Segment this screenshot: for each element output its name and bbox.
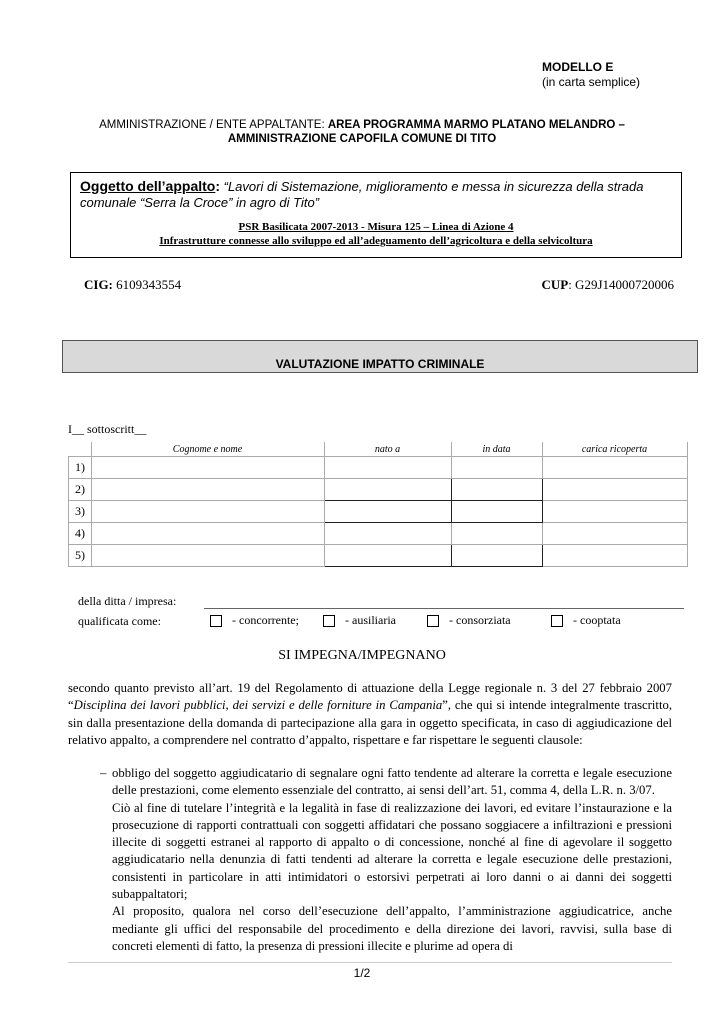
cognome-nome-field[interactable]	[91, 479, 324, 501]
cognome-nome-field[interactable]	[91, 501, 324, 523]
in-data-field[interactable]	[451, 457, 542, 479]
nato-a-field[interactable]	[324, 501, 451, 523]
ditta-input-line[interactable]	[204, 608, 684, 609]
nato-a-field[interactable]	[324, 457, 451, 479]
ditta-label: della ditta / impresa:	[78, 594, 177, 608]
signers-header-row	[69, 442, 688, 457]
in-data-field[interactable]	[451, 523, 542, 545]
nato-a-field[interactable]	[324, 479, 451, 501]
carica-field[interactable]	[542, 501, 687, 523]
carica-field[interactable]	[542, 545, 687, 567]
in-data-field[interactable]	[451, 545, 542, 567]
cup-value: : G29J14000720006	[568, 277, 674, 292]
clause-1-paragraph-2: Ciò al fine di tutelare l’integrità e la legalità in fase di realizzazione dei lavori, ed evitare l’instaurazione e la prosecuzione di rapporti contrattuali con soggetti affidatari che possano soggiacere a infiltrazioni e pressioni illecite di soggetti estranei al rapporto di appalto o di concessione, nonché al fine di agevolare il soggetto aggiudicatario nella denunzia di fatti tendenti ad alterare la corretta e legale esecuzione delle prestazioni, consistenti in particolare in atti intimidatori o estorsivi perpetrati ai loro danni o ai danni dei soggetti subappaltatori;	[112, 800, 672, 902]
cup-label: CUP	[541, 277, 569, 292]
row-number: 2)	[69, 479, 92, 501]
option-consorziata-label: - consorziata	[449, 613, 511, 627]
model-subtitle: (in carta semplice)	[542, 75, 641, 89]
ente-name-line1: AREA PROGRAMMA MARMO PLATANO MELANDRO –	[327, 119, 625, 131]
checkbox-cooptata[interactable]	[551, 615, 563, 627]
oggetto-label: Oggetto dell’appalto	[80, 178, 216, 194]
in-data-field[interactable]	[451, 479, 542, 501]
sottoscritti-intro: I__ sottoscritt__	[68, 422, 147, 436]
table-row	[69, 523, 688, 545]
carica-field[interactable]	[542, 523, 687, 545]
ente-label: AMMINISTRAZIONE / ENTE APPALTANTE:	[99, 119, 328, 131]
list-dash: –	[100, 766, 107, 780]
ente-name-line2: AMMINISTRAZIONE CAPOFILA COMUNE DI TITO	[227, 133, 497, 145]
row-number: 4)	[69, 523, 92, 545]
cup-code	[541, 277, 674, 293]
cig-value: 6109343554	[112, 277, 182, 292]
psr-line-1: PSR Basilicata 2007-2013 - Misura 125 – Linea di Azione 4	[238, 221, 514, 233]
option-concorrente[interactable]	[210, 613, 299, 628]
oggetto-title: “Lavori di Sistemazione, miglioramento e messa in sicurezza della strada comunale “Serra la Croce” in agro di Tito”	[80, 179, 644, 210]
cognome-nome-field[interactable]	[91, 545, 324, 567]
option-ausiliaria-label: - ausiliaria	[345, 613, 396, 627]
qualificata-label: qualificata come:	[78, 614, 161, 628]
carica-field[interactable]	[542, 457, 687, 479]
row-number: 3)	[69, 501, 92, 523]
section-title-box	[62, 340, 698, 373]
option-consorziata[interactable]	[427, 613, 511, 628]
header-carica: carica ricoperta	[542, 442, 687, 457]
para1-end: ”, che qui si intende integralmente trascritto, sin dalla presentazione della domanda di partecipazione alla gara in oggetto specificata, in caso di aggiudicazione del relativo appalto, a comprendere nel contratto d’appalto, rispettare e far rispettare le seguenti clausole:	[68, 698, 672, 747]
table-row	[69, 501, 688, 523]
model-header	[542, 60, 640, 90]
header-in-data: in data	[451, 442, 542, 457]
law-title: Disciplina dei lavori pubblici, dei servizi e delle forniture in Campania	[73, 698, 443, 713]
table-row	[69, 479, 688, 501]
option-cooptata-label: - cooptata	[573, 613, 621, 627]
para1-start: secondo quanto previsto all’art. 19 del Regolamento di attuazione della Legge regionale n. 3 del 27 febbraio 2007 “	[68, 681, 672, 713]
checkbox-concorrente[interactable]	[210, 615, 222, 627]
signers-table	[68, 442, 688, 567]
intro-paragraph	[68, 680, 672, 749]
clauses-list	[100, 765, 672, 955]
cognome-nome-field[interactable]	[91, 457, 324, 479]
option-concorrente-label: - concorrente;	[232, 613, 299, 627]
footer-divider	[68, 962, 672, 963]
carica-field[interactable]	[542, 479, 687, 501]
checkbox-consorziata[interactable]	[427, 615, 439, 627]
oggetto-box	[70, 172, 682, 258]
psr-line-2: Infrastrutture connesse allo sviluppo ed all’adeguamento dell’agricoltura e della selvicoltura	[159, 235, 593, 247]
page-number: 1/2	[353, 966, 371, 980]
table-row	[69, 545, 688, 567]
clause-1: obbligo del soggetto aggiudicatario di segnalare ogni fatto tendente ad alterare la corretta e legale esecuzione delle prestazioni, come elemento essenziale del contratto, ai sensi dell’art. 51, comma 4, della L.R. n. 3/07.	[112, 766, 672, 798]
in-data-field[interactable]	[451, 501, 542, 523]
ente-appaltante	[60, 118, 664, 146]
cognome-nome-field[interactable]	[91, 523, 324, 545]
table-row	[69, 457, 688, 479]
cig-code	[84, 277, 181, 293]
header-blank	[69, 442, 92, 457]
nato-a-field[interactable]	[324, 545, 451, 567]
section-title: VALUTAZIONE IMPATTO CRIMINALE	[275, 357, 485, 371]
oggetto-colon: :	[215, 178, 221, 194]
clause-1-paragraph-3: Al proposito, qualora nel corso dell’esecuzione dell’appalto, l’amministrazione aggiudicatrice, anche mediante gli uffici del responsabile del procedimento e della direzione dei lavori, ravvisi, sulla base di concreti elementi di fatto, la presenza di pressioni illecite e plurime ad opera di	[112, 904, 672, 953]
checkbox-ausiliaria[interactable]	[323, 615, 335, 627]
nato-a-field[interactable]	[324, 523, 451, 545]
header-cognome-nome: Cognome e nome	[91, 442, 324, 457]
cig-label: CIG:	[84, 277, 113, 292]
header-nato-a: nato a	[324, 442, 451, 457]
row-number: 5)	[69, 545, 92, 567]
model-title: MODELLO E	[542, 60, 614, 74]
oggetto-text	[80, 178, 670, 211]
commitment-heading: SI IMPEGNA/IMPEGNANO	[278, 648, 446, 663]
row-number: 1)	[69, 457, 92, 479]
option-cooptata[interactable]	[551, 613, 621, 628]
option-ausiliaria[interactable]	[323, 613, 396, 628]
